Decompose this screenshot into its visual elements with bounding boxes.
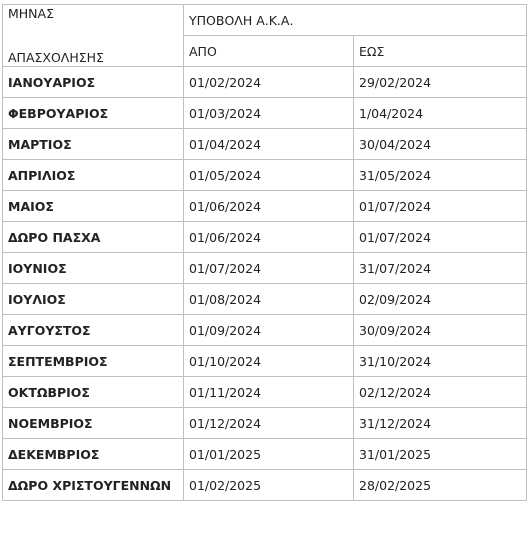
header-month-line1: ΜΗΝΑΣ <box>8 6 54 21</box>
month-cell: ΣΕΠΤΕΜΒΡΙΟΣ <box>3 346 184 377</box>
from-date-cell: 01/12/2024 <box>184 408 354 439</box>
to-date-cell: 31/01/2025 <box>354 439 527 470</box>
to-date-cell: 28/02/2025 <box>354 470 527 501</box>
from-date-cell: 01/05/2024 <box>184 160 354 191</box>
table-body <box>3 5 527 501</box>
header-submission: ΥΠΟΒΟΛΗ Α.Κ.Α. <box>184 5 527 36</box>
from-date-cell: 01/03/2024 <box>184 98 354 129</box>
aka-submission-table <box>2 4 527 501</box>
to-date-cell: 31/05/2024 <box>354 160 527 191</box>
from-date-cell: 01/07/2024 <box>184 253 354 284</box>
from-date-cell: 01/09/2024 <box>184 315 354 346</box>
month-cell: ΦΕΒΡΟΥΑΡΙΟΣ <box>3 98 184 129</box>
to-date-cell: 01/07/2024 <box>354 191 527 222</box>
to-date-cell: 1/04/2024 <box>354 98 527 129</box>
table-row <box>3 253 527 284</box>
from-date-cell: 01/06/2024 <box>184 222 354 253</box>
table-row <box>3 284 527 315</box>
month-cell: ΜΑΡΤΙΟΣ <box>3 129 184 160</box>
month-cell: ΜΑΙΟΣ <box>3 191 184 222</box>
header-month-line2: ΑΠΑΣΧΟΛΗΣΗΣ <box>8 50 104 65</box>
table-row <box>3 470 527 501</box>
table-row <box>3 160 527 191</box>
to-date-cell: 30/04/2024 <box>354 129 527 160</box>
table-row <box>3 191 527 222</box>
to-date-cell: 31/10/2024 <box>354 346 527 377</box>
from-date-cell: 01/01/2025 <box>184 439 354 470</box>
table-row <box>3 439 527 470</box>
to-date-cell: 01/07/2024 <box>354 222 527 253</box>
from-date-cell: 01/06/2024 <box>184 191 354 222</box>
table-row <box>3 315 527 346</box>
header-row-top <box>3 5 527 36</box>
to-date-cell: 02/12/2024 <box>354 377 527 408</box>
to-date-cell: 31/07/2024 <box>354 253 527 284</box>
to-date-cell: 02/09/2024 <box>354 284 527 315</box>
from-date-cell: 01/04/2024 <box>184 129 354 160</box>
table-row <box>3 98 527 129</box>
from-date-cell: 01/02/2025 <box>184 470 354 501</box>
from-date-cell: 01/08/2024 <box>184 284 354 315</box>
table-row <box>3 346 527 377</box>
from-date-cell: 01/11/2024 <box>184 377 354 408</box>
header-from: ΑΠΟ <box>184 36 354 67</box>
from-date-cell: 01/10/2024 <box>184 346 354 377</box>
to-date-cell: 29/02/2024 <box>354 67 527 98</box>
month-cell: ΙΟΥΛΙΟΣ <box>3 284 184 315</box>
header-to: ΕΩΣ <box>354 36 527 67</box>
month-cell: ΑΥΓΟΥΣΤΟΣ <box>3 315 184 346</box>
table-row <box>3 67 527 98</box>
month-cell: ΑΠΡΙΛΙΟΣ <box>3 160 184 191</box>
from-date-cell: 01/02/2024 <box>184 67 354 98</box>
month-cell: ΙΑΝΟΥΑΡΙΟΣ <box>3 67 184 98</box>
month-cell: ΔΕΚΕΜΒΡΙΟΣ <box>3 439 184 470</box>
table-row <box>3 222 527 253</box>
month-cell: ΟΚΤΩΒΡΙΟΣ <box>3 377 184 408</box>
month-cell: ΙΟΥΝΙΟΣ <box>3 253 184 284</box>
month-cell: ΔΩΡΟ ΠΑΣΧΑ <box>3 222 184 253</box>
month-cell: ΔΩΡΟ ΧΡΙΣΤΟΥΓΕΝΝΩΝ <box>3 470 184 501</box>
table-row <box>3 408 527 439</box>
month-cell: ΝΟΕΜΒΡΙΟΣ <box>3 408 184 439</box>
header-month-cell <box>3 5 184 67</box>
to-date-cell: 31/12/2024 <box>354 408 527 439</box>
table-row <box>3 129 527 160</box>
table-row <box>3 377 527 408</box>
to-date-cell: 30/09/2024 <box>354 315 527 346</box>
